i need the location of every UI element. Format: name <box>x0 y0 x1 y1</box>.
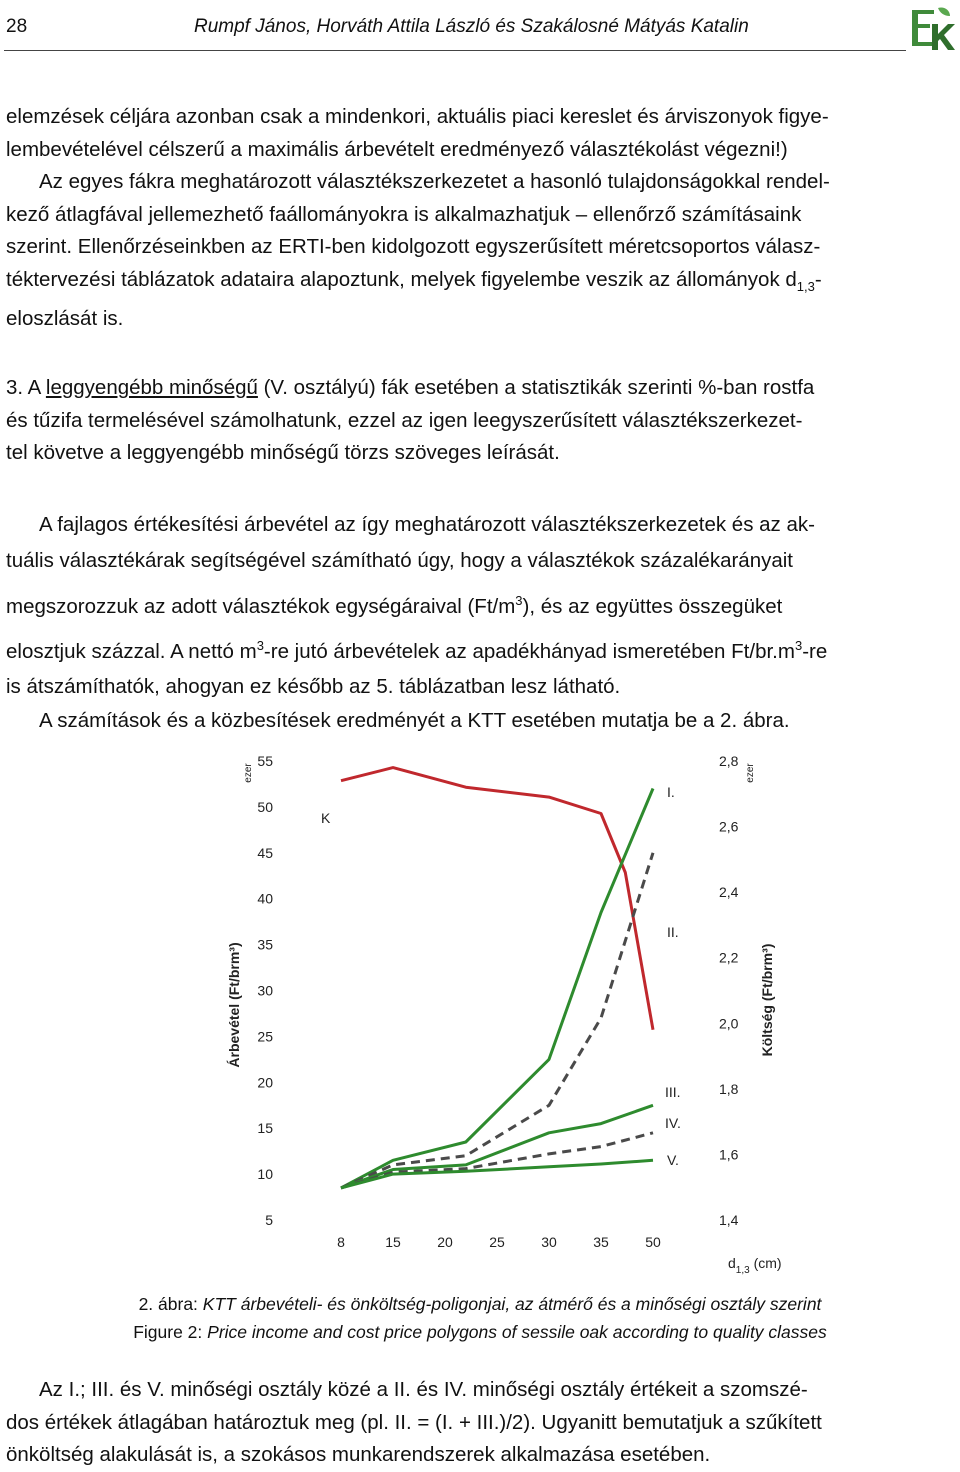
y-tick-left: 50 <box>257 798 273 815</box>
paragraph-3 <box>6 508 956 739</box>
text-line: téktervezési táblázatok adataira alapoztunk, melyek figyelembe veszik az állományok $d_{1,3}-$ <box>6 267 822 294</box>
x-tick: 8 <box>337 1234 345 1250</box>
y-tick-left: 45 <box>257 844 273 861</box>
text-line: kező átlagfával jellemezhető faállományokra is alkalmazhatjuk – ellenőrző számításaink <box>6 202 802 226</box>
text-line: eloszlását is. <box>6 307 124 331</box>
x-tick: 20 <box>437 1234 453 1250</box>
y-tick-left: 40 <box>257 890 273 907</box>
underlined-phrase: leggyengébb minőségű <box>45 376 258 399</box>
text-line: lembevételével célszerű a maximális árbevételt eredményező választékolást végezni!) <box>6 137 788 161</box>
x-tick: 50 <box>645 1234 661 1250</box>
series-line-I <box>341 789 653 1188</box>
running-head-authors: Rumpf János, Horváth Attila László és Szakálosné Mátyás Katalin <box>194 16 749 37</box>
y-tick-right: 1,4 <box>719 1212 739 1228</box>
y-tick-left: 30 <box>257 982 273 999</box>
text-line: 3. A leggyengébb minőségű (V. osztályú) fák esetében a statisztikák szerinti %-ban rostfa <box>6 376 815 399</box>
page-number: 28 <box>6 16 28 37</box>
y-axis-label-left: Árbevétel (Ft/brm³) <box>226 942 242 1068</box>
text-line: elosztjuk százzal. A nettó $m^3-re$ jutó árbevételek az apadékhányad ismeretében $Ft/br.m^3-re$ <box>6 637 828 663</box>
x-tick: 35 <box>593 1234 609 1250</box>
text-line: Az egyes fákra meghatározott választékszerkezetet a hasonló tulajdonságokkal rendel- <box>39 170 830 193</box>
x-axis-label: $d_{1,3}$ (cm) <box>728 1255 782 1276</box>
y-axis-unit-left: ezer <box>243 763 254 783</box>
y-tick-left: 10 <box>257 1166 273 1183</box>
text-line: szerint. Ellenőrzéseinkben az ERTI-ben kidolgozott egyszerűsített méretcsoportos válasz- <box>6 235 821 258</box>
page-header <box>0 0 960 60</box>
series-label-K: K <box>321 810 331 826</box>
paragraph-2 <box>6 372 956 470</box>
figure-caption-en: Figure 2: Price income and cost price polygons of sessile oak according to quality classes <box>133 1322 827 1342</box>
text-line: is átszámíthatók, ahogyan ez később az 5. táblázatban lesz látható. <box>6 674 621 698</box>
y-axis-unit-right: ezer <box>745 763 756 783</box>
text-line: dos értékek átlagában határoztuk meg (pl. II. = (I. + III.)/2). Ugyanitt bemutatjuk a szűkített <box>6 1410 822 1434</box>
y-tick-left: 5 <box>265 1212 273 1228</box>
y-tick-right: 1,8 <box>719 1080 739 1097</box>
text-line: megszorozzuk az adott választékok egységáraival $(Ft/m^3)$, és az együttes összegüket <box>6 593 783 618</box>
figure-caption-hu: 2. ábra: KTT árbevételi- és önköltség-poligonjai, az átmérő és a minőségi osztály szerint <box>138 1294 822 1314</box>
figure-2-chart <box>205 745 795 1285</box>
text-line: elemzések céljára azonban csak a mindenkori, aktuális piaci kereslet és árviszonyok figye- <box>6 105 829 128</box>
series-label-IV: IV. <box>665 1115 681 1131</box>
paragraph-4 <box>6 1374 956 1472</box>
y-tick-left: 55 <box>257 753 273 769</box>
y-tick-left: 15 <box>257 1120 273 1137</box>
x-tick: 25 <box>489 1234 505 1250</box>
y-tick-left: 35 <box>257 936 273 953</box>
y-tick-right: 1,6 <box>719 1146 739 1163</box>
journal-logo <box>908 4 956 52</box>
paragraph-1 <box>6 101 956 336</box>
x-tick: 15 <box>385 1234 401 1250</box>
y-tick-right: 2,0 <box>719 1015 739 1032</box>
x-tick: 30 <box>541 1234 557 1250</box>
header-rule <box>4 50 906 51</box>
series-label-II: II. <box>667 924 679 940</box>
text-line: és tűzifa termelésével számolhatunk, ezzel az igen leegyszerűsített választékszerkezet- <box>6 408 803 432</box>
series-label-I: I. <box>667 784 675 800</box>
y-axis-label-right: Költség (Ft/brm³) <box>759 943 775 1057</box>
text-line: önköltség alakulását is, a szokásos munkarendszerek alkalmazása esetében. <box>6 1443 711 1466</box>
text-line: A fajlagos értékesítési árbevétel az így meghatározott választékszerkezetek és az ak- <box>39 513 815 536</box>
series-line-IV <box>341 1133 653 1188</box>
y-tick-right: 2,4 <box>719 884 739 901</box>
y-tick-right: 2,6 <box>719 818 739 835</box>
y-tick-left: 25 <box>257 1028 273 1045</box>
text-line: Az I.; III. és V. minőségi osztály közé a II. és IV. minőségi osztály értékeit a szomszé- <box>39 1378 808 1401</box>
series-label-V: V. <box>667 1152 679 1168</box>
y-tick-right: 2,8 <box>719 753 739 769</box>
text-line: A számítások és a közbesítések eredményét a KTT esetében mutatja be a 2. ábra. <box>39 708 790 732</box>
y-tick-right: 2,2 <box>719 949 739 966</box>
series-label-III: III. <box>665 1084 681 1100</box>
text-line: tuális választékárak segítségével számítható úgy, hogy a választékok százalékarányait <box>6 549 793 572</box>
text-line: tel követve a leggyengébb minőségű törzs szöveges leírását. <box>6 441 560 464</box>
y-tick-left: 20 <box>257 1074 273 1091</box>
